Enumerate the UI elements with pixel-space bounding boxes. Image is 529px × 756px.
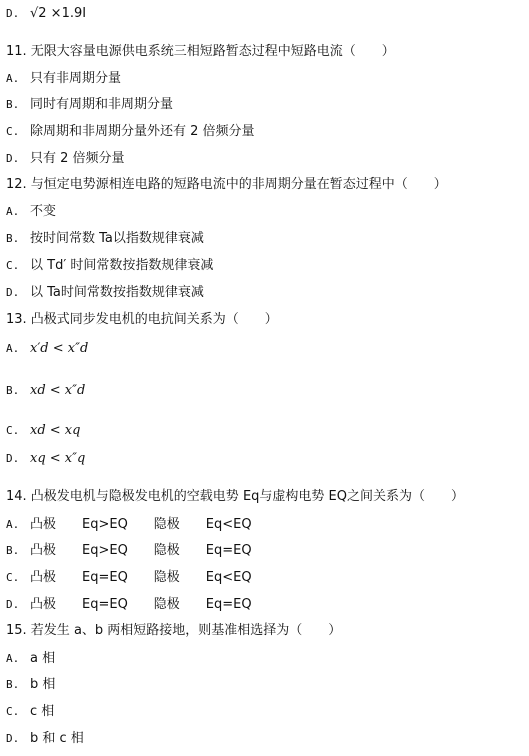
- option-text: 按时间常数 Ta以指数规律衰减: [30, 231, 204, 246]
- option-formula: xd < xq: [30, 423, 81, 438]
- option-letter: A.: [6, 72, 20, 85]
- option-formula: xq < x″q: [30, 451, 86, 466]
- q11-option-a: [6, 71, 121, 87]
- question-14-stem: 14. 凸极发电机与隐极发电机的空载电势 Eq与虚构电势 EQ之间关系为（ ）: [6, 489, 464, 504]
- option-text: 只有 2 倍频分量: [30, 151, 125, 166]
- option-letter: B.: [6, 678, 20, 691]
- q13-option-b: [6, 383, 85, 399]
- option-letter: D.: [6, 732, 20, 745]
- option-text: 凸极 Eq>EQ 隐极 Eq<EQ: [30, 517, 252, 532]
- q11-option-c: [6, 124, 255, 140]
- option-text: 凸极 Eq=EQ 隐极 Eq<EQ: [30, 570, 252, 585]
- question-15-stem: 15. 若发生 a、b 两相短路接地，则基准相选择为（ ）: [6, 623, 342, 638]
- option-text: 只有非周期分量: [30, 71, 122, 86]
- option-letter: D.: [6, 7, 20, 20]
- option-text: 以 Td′ 时间常数按指数规律衰减: [30, 258, 214, 273]
- q15-option-d: [6, 731, 84, 747]
- question-11-stem: 11. 无限大容量电源供电系统三相短路暂态过程中短路电流（ ）: [6, 44, 395, 59]
- option-letter: C.: [6, 259, 20, 272]
- option-text: 以 Ta时间常数按指数规律衰减: [30, 285, 204, 300]
- option-letter: B.: [6, 384, 20, 397]
- q15-option-c: [6, 704, 54, 720]
- option-letter: C.: [6, 125, 20, 138]
- q14-option-a: [6, 517, 252, 533]
- q14-option-b: [6, 543, 252, 559]
- question-12-stem: 12. 与恒定电势源相连电路的短路电流中的非周期分量在暂态过程中（ ）: [6, 177, 447, 192]
- option-text: 不变: [30, 204, 57, 219]
- q15-option-a: [6, 651, 55, 667]
- option-letter: A.: [6, 652, 20, 665]
- option-text: 除周期和非周期分量外还有 2 倍频分量: [30, 124, 255, 139]
- option-letter: B.: [6, 232, 20, 245]
- q15-option-b: [6, 677, 55, 693]
- option-text: 凸极 Eq>EQ 隐极 Eq=EQ: [30, 543, 252, 558]
- option-letter: A.: [6, 205, 20, 218]
- q13-option-d: [6, 451, 85, 467]
- option-letter: C.: [6, 571, 20, 584]
- option-letter: A.: [6, 518, 20, 531]
- option-letter: D.: [6, 452, 20, 465]
- option-formula: x′d < x″d: [30, 341, 89, 356]
- option-letter: C.: [6, 424, 20, 437]
- option-letter: D.: [6, 598, 20, 611]
- option-formula: xd < x″d: [30, 383, 86, 398]
- q11-option-b: [6, 97, 173, 113]
- option-text: b 相: [30, 677, 56, 692]
- option-letter: D.: [6, 286, 20, 299]
- option-letter: A.: [6, 342, 20, 355]
- option-text: 凸极 Eq=EQ 隐极 Eq=EQ: [30, 597, 252, 612]
- q12-option-a: [6, 204, 56, 220]
- option-text: c 相: [30, 704, 55, 719]
- q10-option-d: [6, 6, 86, 22]
- option-letter: D.: [6, 152, 20, 165]
- option-letter: B.: [6, 98, 20, 111]
- q14-option-d: [6, 597, 252, 613]
- question-13-stem: 13. 凸极式同步发电机的电抗间关系为（ ）: [6, 312, 278, 327]
- q12-option-d: [6, 285, 204, 301]
- q13-option-a: [6, 341, 88, 357]
- option-text: b 和 c 相: [30, 731, 84, 746]
- q12-option-c: [6, 258, 213, 274]
- q11-option-d: [6, 151, 125, 167]
- q13-option-c: [6, 423, 80, 439]
- q12-option-b: [6, 231, 204, 247]
- option-text: a 相: [30, 651, 56, 666]
- option-text: √2 ×1.9I: [30, 6, 87, 21]
- option-letter: B.: [6, 544, 20, 557]
- option-letter: C.: [6, 705, 20, 718]
- q14-option-c: [6, 570, 252, 586]
- option-text: 同时有周期和非周期分量: [30, 97, 174, 112]
